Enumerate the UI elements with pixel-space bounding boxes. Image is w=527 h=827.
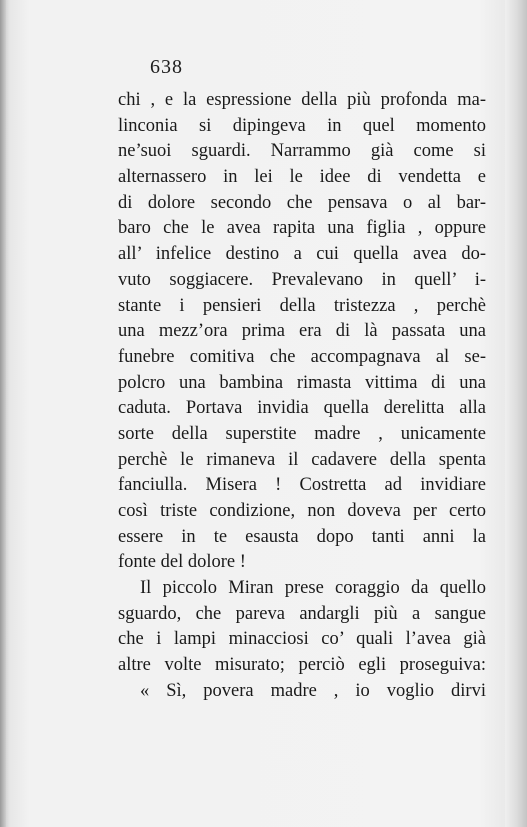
- text-line: stante i pensieri della tristezza , perchè: [118, 295, 486, 316]
- text-line: così triste condizione, non doveva per certo: [118, 501, 486, 521]
- text-line: di dolore secondo che pensava o al bar-: [118, 192, 486, 213]
- text-line: sorte della superstite madre , unicamente: [118, 423, 486, 444]
- text-line: che i lampi minacciosi co’ quali l’avea già: [118, 629, 486, 650]
- text-line: Il piccolo Miran prese coraggio da quello: [140, 578, 486, 599]
- text-line: caduta. Portava invidia quella derelitta alla: [118, 398, 486, 419]
- text-line: polcro una bambina rimasta vittima di una: [118, 372, 486, 393]
- page-number: 638: [150, 56, 183, 78]
- text-line: all’ infelice destino a cui quella avea do-: [118, 244, 486, 265]
- text-line: perchè le rimaneva il cadavere della spenta: [118, 449, 486, 470]
- text-line: linconia si dipingeva in quel momento: [118, 115, 486, 136]
- text-line: alternassero in lei le idee di vendetta e: [118, 167, 486, 188]
- page-edge-shadow: [505, 0, 527, 827]
- text-line: chi , e la espressione della più profonda ma-: [118, 90, 486, 110]
- text-line: fanciulla. Misera ! Costretta ad invidiare: [118, 475, 486, 496]
- text-line: baro che le avea rapita una figlia , oppure: [118, 218, 486, 239]
- body-text: [118, 88, 486, 705]
- book-spine-shadow: [0, 0, 6, 827]
- text-line: essere in te esausta dopo tanti anni la: [118, 526, 486, 547]
- text-line: sguardo, che pareva andargli più a sangue: [118, 603, 486, 624]
- text-line: vuto soggiacere. Prevalevano in quell’ i-: [118, 269, 486, 290]
- text-line: ne’suoi sguardi. Narrammo già come si: [118, 141, 486, 162]
- text-line: funebre comitiva che accompagnava al se-: [118, 346, 486, 367]
- text-line: « Sì, povera madre , io voglio dirvi: [140, 680, 486, 701]
- text-line: una mezz’ora prima era di là passata una: [118, 321, 486, 342]
- text-line: altre volte misurato; perciò egli proseguiva:: [118, 655, 486, 676]
- text-line: fonte del dolore !: [118, 552, 246, 573]
